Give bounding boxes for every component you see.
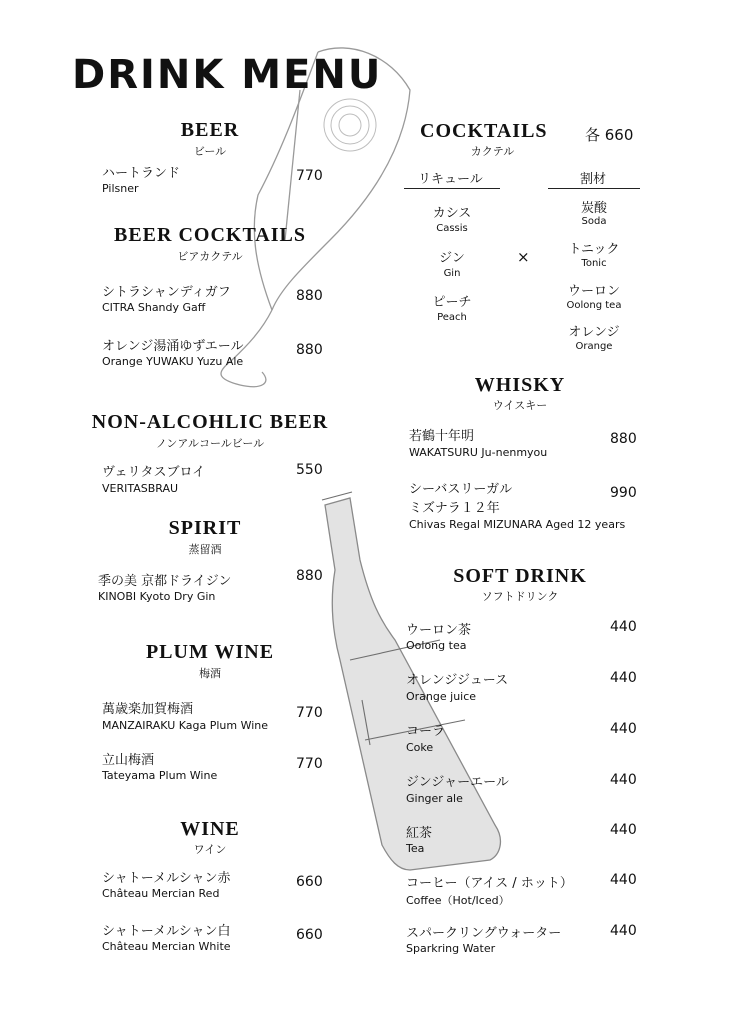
menu-item-english: VERITASBRAU [102,482,179,495]
menu-item-price: 880 [296,288,323,304]
mixer-name: ウーロン [567,284,620,299]
menu-item-name: 季の美 京都ドライジン [98,574,232,589]
menu-item-english: Orange juice [406,690,477,703]
liqueur-header-rule [404,188,500,189]
menu-item-price: 770 [296,705,323,721]
liqueur-english: Gin [443,268,461,279]
menu-item-name: ハートランド [102,166,181,181]
menu-item-price: 440 [610,670,637,686]
menu-item-name: 萬歳楽加賀梅酒 [102,702,194,717]
menu-item-name: オレンジジュース [406,673,509,688]
menu-item-price: 880 [296,568,323,584]
liqueur-name: ジン [439,251,465,266]
menu-item-english: CITRA Shandy Gaff [102,301,206,314]
menu-item-name: コーヒー（アイス / ホット） [406,876,573,891]
mixer-name: 炭酸 [580,201,607,216]
menu-item-price: 880 [296,342,323,358]
menu-item-name: コーラ [406,724,446,739]
beer-cocktails-section-subtitle: ビアカクテル [177,250,243,263]
menu-item-english: MANZAIRAKU Kaga Plum Wine [102,719,269,732]
menu-item-name: ヴェリタスブロイ [102,465,206,480]
beer-section-title: BEER [180,119,240,141]
soft-drink-section-subtitle: ソフトドリンク [481,590,559,603]
menu-item-english: Sparkring Water [406,942,496,955]
menu-item-english: Chivas Regal MIZUNARA Aged 12 years [409,518,626,531]
menu-item-name: 紅茶 [406,826,433,841]
menu-item-price: 550 [296,462,323,478]
menu-item-english: Coke [406,741,434,754]
menu-item-english: Coffee（Hot/Iced） [406,894,510,907]
liqueur-english: Peach [437,312,467,323]
spirit-section-subtitle: 蒸留酒 [188,543,222,556]
whisky-section-subtitle: ウイスキー [492,399,548,412]
page-title: DRINK MENU [72,52,383,98]
menu-item-name-line2: ミズナラ１２年 [409,501,500,516]
times-symbol: × [517,248,530,266]
mixer-header-rule [548,188,640,189]
menu-item-name: スパークリングウォーター [406,926,562,941]
menu-item-price: 440 [610,822,637,838]
beer-cocktails-section-title: BEER COCKTAILS [113,224,306,246]
liqueur-column-header: リキュール [418,172,483,187]
menu-item-english: KINOBI Kyoto Dry Gin [98,590,216,603]
menu-item-name: シャトーメルシャン赤 [102,871,231,886]
non-alcoholic-beer-section-title: NON-ALCOHLIC BEER [91,411,329,433]
menu-item-name: 立山梅酒 [102,753,155,768]
menu-item-name: 若鶴十年明 [409,429,475,444]
menu-item-english: Tateyama Plum Wine [102,769,218,782]
menu-item-english: Pilsner [102,182,139,195]
menu-item-price: 770 [296,168,323,184]
mixer-english: Tonic [581,258,607,269]
menu-item-price: 440 [610,872,637,888]
non-alcoholic-beer-section-subtitle: ノンアルコールビール [155,437,265,450]
spirit-section-title: SPIRIT [168,517,242,539]
menu-item-english: Château Mercian Red [102,887,220,900]
whisky-section-title: WHISKY [474,374,566,396]
menu-item-english: Ginger ale [406,792,463,805]
plum-wine-section-subtitle: 梅酒 [199,667,221,680]
menu-item-price: 880 [610,431,637,447]
menu-item-price: 440 [610,923,637,939]
menu-item-name: シャトーメルシャン白 [102,924,231,939]
mixer-english: Orange [575,341,613,352]
soft-drink-section-title: SOFT DRINK [453,565,587,587]
menu-item-name: シーバスリーガル [409,482,513,497]
cocktails-section-title: COCKTAILS [420,120,548,142]
menu-item-english: Tea [406,842,425,855]
cocktails-section-subtitle: カクテル [470,145,515,158]
menu-item-price: 440 [610,619,637,635]
mixer-name: トニック [568,242,620,257]
menu-item-english: WAKATSURU Ju-nenmyou [409,446,548,459]
menu-item-price: 990 [610,485,637,501]
menu-item-price: 770 [296,756,323,772]
mixer-column-header: 割材 [580,172,607,187]
menu-item-english: Oolong tea [406,639,467,652]
wine-section-title: WINE [180,818,240,840]
menu-item-name: ジンジャーエール [406,775,509,790]
menu-item-english: Orange YUWAKU Yuzu Ale [102,355,244,368]
mixer-english: Soda [581,216,607,227]
menu-item-price: 440 [610,721,637,737]
menu-item-price: 440 [610,772,637,788]
menu-item-price: 660 [296,927,323,943]
mixer-english: Oolong tea [566,300,622,311]
liqueur-name: ピーチ [432,295,472,310]
cocktails-price-note: 各 660 [585,126,634,144]
wine-section-subtitle: ワイン [193,843,227,856]
menu-item-english: Château Mercian White [102,940,231,953]
beer-section-subtitle: ビール [193,145,227,158]
liqueur-name: カシス [432,206,472,221]
menu-item-name: オレンジ湯涌ゆずエール [102,339,244,354]
menu-item-price: 660 [296,874,323,890]
menu-item-name: ウーロン茶 [406,623,472,638]
mixer-name: オレンジ [568,325,620,340]
liqueur-english: Cassis [436,223,468,234]
plum-wine-section-title: PLUM WINE [145,641,275,663]
menu-item-name: シトラシャンディガフ [102,285,231,300]
